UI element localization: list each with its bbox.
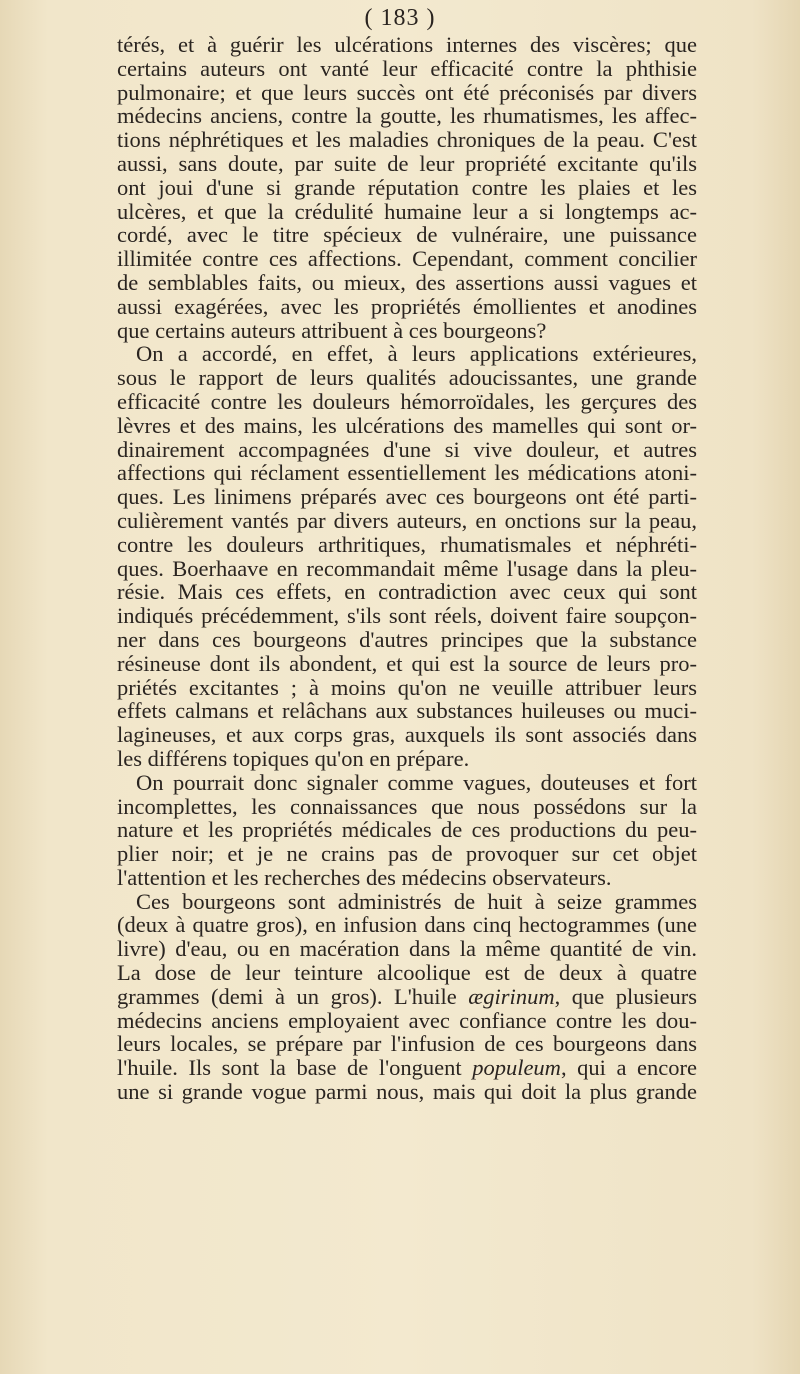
text-line: pulmonaire; et que leurs succès ont été préconisés par divers: [117, 79, 697, 105]
text-line: ques. Boerhaave en recommandait même l'usage dans la pleu-: [117, 555, 697, 581]
text-line: grammes (demi à un gros). L'huile ægirinum, que plusieurs: [117, 983, 697, 1009]
text-line: sous le rapport de leurs qualités adoucissantes, une grande: [117, 365, 697, 391]
text-line: culièrement vantés par divers auteurs, en onctions sur la peau,: [117, 507, 697, 533]
text-line: affections qui réclament essentiellement les médications atoni-: [117, 460, 697, 486]
text-line: La dose de leur teinture alcoolique est de deux à quatre: [117, 960, 697, 986]
text-line: nature et les propriétés médicales de ces productions du peu-: [117, 817, 697, 843]
text-line: On pourrait donc signaler comme vagues, douteuses et fort: [136, 769, 697, 795]
text-line: lagineuses, et aux corps gras, auxquels ils sont associés dans: [117, 722, 697, 748]
text-line: médecins anciens, contre la goutte, les rhumatismes, les affec-: [117, 103, 697, 129]
text-line: ont joui d'une si grande réputation contre les plaies et les: [117, 174, 697, 200]
text-line: térés, et à guérir les ulcérations internes des viscères; que: [117, 32, 697, 57]
text-line: illimitée contre ces affections. Cependant, comment concilier: [117, 246, 697, 272]
text-line: aussi exagérées, avec les propriétés émollientes et anodines: [117, 293, 697, 319]
page-number: ( 183 ): [364, 5, 436, 31]
text-line: résie. Mais ces effets, en contradiction avec ceux qui sont: [117, 579, 697, 605]
text-line: cordé, avec le titre spécieux de vulnéraire, une puissance: [117, 222, 697, 248]
text-line: de semblables faits, ou mieux, des assertions aussi vagues et: [117, 269, 697, 295]
text-line: les différens topiques qu'on en prépare.: [117, 745, 470, 771]
text-line: une si grande vogue parmi nous, mais qui doit la plus grande: [117, 1079, 697, 1105]
text-line: priétés excitantes ; à moins qu'on ne veuille attribuer leurs: [117, 674, 697, 700]
text-line: lèvres et des mains, les ulcérations des mamelles qui sont or-: [117, 412, 697, 438]
body-text: [117, 33, 697, 1104]
text-line: tions néphrétiques et les maladies chroniques de la peau. C'est: [117, 127, 697, 153]
text-line: l'huile. Ils sont la base de l'onguent populeum, qui a encore: [117, 1055, 697, 1081]
text-line: que certains auteurs attribuent à ces bourgeons?: [117, 317, 547, 343]
text-line: On a accordé, en effet, à leurs applications extérieures,: [136, 341, 697, 367]
text-line: résineuse dont ils abondent, et qui est la source de leurs pro-: [117, 650, 697, 676]
text-line: leurs locales, se prépare par l'infusion de ces bourgeons dans: [117, 1031, 697, 1057]
text-line: contre les douleurs arthritiques, rhumatismales et néphréti-: [117, 531, 697, 557]
text-line: efficacité contre les douleurs hémorroïdales, les gerçures des: [117, 388, 697, 414]
text-line: incomplettes, les connaissances que nous possédons sur la: [117, 793, 697, 819]
text-line: l'attention et les recherches des médecins observateurs.: [117, 864, 612, 890]
text-line: médecins anciens employaient avec confiance contre les dou-: [117, 1007, 697, 1033]
text-line: ulcères, et que la crédulité humaine leur a si longtemps ac-: [117, 198, 697, 224]
text-line: dinairement accompagnées d'une si vive douleur, et autres: [117, 436, 697, 462]
text-line: ner dans ces bourgeons d'autres principes que la substance: [117, 626, 697, 652]
text-line: Ces bourgeons sont administrés de huit à seize grammes: [136, 888, 697, 914]
text-line: (deux à quatre gros), en infusion dans cinq hectogrammes (une: [117, 912, 697, 938]
text-line: aussi, sans doute, par suite de leur propriété excitante qu'ils: [117, 150, 697, 176]
latin-term: populeum: [472, 1055, 561, 1081]
text-line: certains auteurs ont vanté leur efficacité contre la phthisie: [117, 55, 697, 81]
text-line: plier noir; et je ne crains pas de provoquer sur cet objet: [117, 841, 697, 867]
latin-term: ægirinum: [468, 983, 555, 1009]
text-line: livre) d'eau, ou en macération dans la même quantité de vin.: [117, 936, 697, 962]
text-line: ques. Les linimens préparés avec ces bourgeons ont été parti-: [117, 484, 697, 510]
text-line: indiqués précédemment, s'ils sont réels, doivent faire soupçon-: [117, 603, 697, 629]
text-line: effets calmans et relâchans aux substances huileuses ou muci-: [117, 698, 697, 724]
